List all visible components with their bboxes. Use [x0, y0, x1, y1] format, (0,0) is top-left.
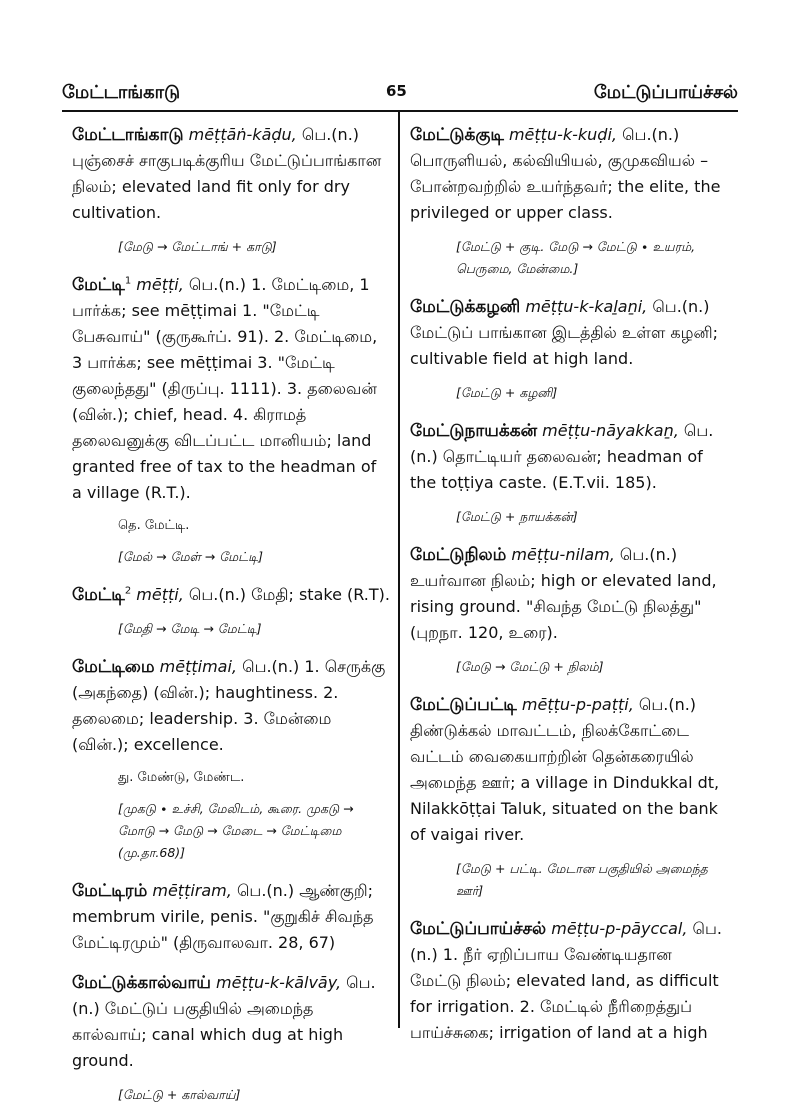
dictionary-entry	[72, 582, 390, 608]
entry-headword: மேட்டி	[72, 585, 125, 605]
entry-headword: மேட்டுக்கழனி	[410, 297, 521, 317]
entry-definition: பெ.(n.) 1. நீர் ஏறிப்பாய வேண்டியதான மேட்டு நிலம்; elevated land, as difficult for irrigation. 2. மேட்டில் நீரிறைத்துப் பாய்ச்சுகை; irrigation of land at a high	[410, 919, 722, 1042]
dictionary-entry	[72, 654, 390, 758]
entry-headword: மேட்டிரம்	[72, 881, 148, 901]
dictionary-entry	[410, 692, 728, 848]
entry-etymology: [மேல் → மேள் → மேட்டி]	[118, 549, 263, 564]
column-divider	[398, 112, 400, 1028]
entry-definition: பெ.(n.) ஆண்குறி; membrum virile, penis. "குறுகிச் சிவந்த மேட்டிரமும்" (திருவாலவா. 28, 67)	[72, 881, 374, 952]
entry-definition: பெ.(n.) மேட்டுப் பாங்கான இடத்தில் உள்ள கழனி; cultivable field at high land.	[410, 297, 719, 368]
header-left-guideword: மேட்டாங்காடு	[62, 82, 181, 103]
entry-definition: பெ.(n.) தொட்டியர் தலைவன்; headman of the toṭṭiya caste. (E.T.vii. 185).	[410, 421, 714, 492]
entry-cognate-note: தெ. மேட்டி.	[118, 518, 190, 533]
entry-transliteration: mēṭṭi,	[136, 585, 184, 604]
entry-headword: மேட்டுப்பட்டி	[410, 695, 517, 715]
entry-headword: மேட்டுக்குடி	[410, 125, 504, 145]
entry-definition: பெ.(n.) மேட்டுப் பகுதியில் அமைந்த கால்வாய்; canal which dug at high ground.	[72, 973, 376, 1070]
entry-transliteration: mēṭṭi,	[136, 275, 184, 294]
header-right-guideword: மேட்டுப்பாய்ச்சல்	[593, 82, 738, 103]
entry-transliteration: mēṭṭu-k-kaḻaṉi,	[525, 297, 648, 316]
homonym-number: 1	[124, 275, 132, 287]
entry-etymology: [முகடு ∙ உச்சி, மேலிடம், கூரை. முகடு → மோடு → மேடு → மேடை → மேட்டிமை (மு.தா.68)]	[118, 801, 354, 860]
entry-transliteration: mēṭṭu-nāyakkaṉ,	[542, 421, 679, 440]
entry-definition: பெ.(n.) பொருளியல், கல்வியியல், குமுகவியல் – போன்றவற்றில் உயர்ந்தவர்; the elite, the privileged or upper class.	[410, 125, 721, 222]
entry-transliteration: mēṭṭu-k-kālvāy,	[216, 973, 342, 992]
entry-transliteration: mēṭṭu-p-pāyccal,	[551, 919, 688, 938]
dictionary-entry	[410, 542, 728, 646]
right-column	[410, 122, 728, 1046]
entry-definition: பெ.(n.) திண்டுக்கல் மாவட்டம், நிலக்கோட்டை வட்டம் வைகையாற்றின் தென்கரையில் அமைந்த ஊர்; a village in Dindukkal dt, Nilakkōṭṭai Taluk, situated on the bank of vaigai river.	[410, 695, 720, 844]
dictionary-entry	[410, 294, 728, 372]
entry-transliteration: mēṭṭu-p-paṭṭi,	[521, 695, 634, 714]
dictionary-entry	[410, 122, 728, 226]
entry-headword: மேட்டி	[72, 275, 125, 295]
entry-etymology: [மேதி → மேடி → மேட்டி]	[118, 621, 262, 636]
entry-headword: மேட்டுநிலம்	[410, 545, 507, 565]
entry-headword: மேட்டுநாயக்கன்	[410, 421, 538, 441]
entry-definition: பெ.(n.) உயர்வான நிலம்; high or elevated land, rising ground. "சிவந்த மேட்டு நிலத்து" (புறநா. 120, உரை).	[410, 545, 717, 642]
dictionary-entry	[72, 970, 390, 1074]
entry-headword: மேட்டிமை	[72, 657, 155, 677]
entry-etymology: [மேடு → மேட்டு + நிலம்]	[456, 659, 604, 674]
entry-definition: பெ.(n.) புஞ்சைச் சாகுபடிக்குரிய மேட்டுப்பாங்கான நிலம்; elevated land fit only for dry cultivation.	[72, 125, 382, 222]
dictionary-entry	[72, 878, 390, 956]
entry-headword: மேட்டுக்கால்வாய்	[72, 973, 211, 993]
entry-headword: மேட்டுப்பாய்ச்சல்	[410, 919, 547, 939]
left-column	[72, 122, 390, 1106]
entry-etymology: [மேடு + பட்டி. மேடான பகுதியில் அமைந்த ஊர்]	[456, 861, 708, 898]
page-header	[62, 76, 738, 112]
entry-transliteration: mēṭṭimai,	[159, 657, 238, 676]
dictionary-entry	[410, 916, 728, 1046]
entry-definition: பெ.(n.) மேதி; stake (R.T).	[188, 585, 390, 604]
header-rule	[62, 110, 738, 112]
entry-etymology: [மேட்டு + நாயக்கன்]	[456, 509, 578, 524]
entry-etymology: [மேட்டு + கழனி]	[456, 385, 558, 400]
entry-transliteration: mēṭṭāṅ-kāḍu,	[188, 125, 297, 144]
entry-transliteration: mēṭṭiram,	[152, 881, 232, 900]
entry-etymology: [மேட்டு + கால்வாய்]	[118, 1087, 241, 1102]
entry-transliteration: mēṭṭu-nilam,	[511, 545, 615, 564]
dictionary-entry	[72, 122, 390, 226]
entry-etymology: [மேட்டு + குடி. மேடு → மேட்டு ∙ உயரம், பெருமை, மேன்மை.]	[456, 239, 696, 276]
entry-definition: பெ.(n.) 1. செருக்கு (அகந்தை) (வின்.); haughtiness. 2. தலைமை; leadership. 3. மேன்மை (வின்.); excellence.	[72, 657, 386, 754]
dictionary-entry	[410, 418, 728, 496]
dictionary-entry	[72, 272, 390, 506]
entry-cognate-note: து. மேண்டு, மேண்ட.	[118, 770, 245, 785]
entry-headword: மேட்டாங்காடு	[72, 125, 184, 145]
entry-transliteration: mēṭṭu-k-kuḍi,	[508, 125, 617, 144]
entry-definition: பெ.(n.) 1. மேட்டிமை, 1 பார்க்க; see mēṭṭimai 1. "மேட்டி பேசுவாய்" (குருகூர்ப். 91). 2. மேட்டிமை, 3 பார்க்க; see mēṭṭimai 3. "மேட்டி குலைந்தது" (திருப்பு. 1111). 3. தலைவன் (வின்.); chief, head. 4. கிராமத் தலைவனுக்கு விடப்பட்ட மானியம்; land granted free of tax to the headman of a village (R.T.).	[72, 275, 378, 502]
homonym-number: 2	[124, 585, 132, 597]
entry-etymology: [மேடு → மேட்டாங் + காடு]	[118, 239, 277, 254]
page-number: 65	[386, 82, 407, 100]
